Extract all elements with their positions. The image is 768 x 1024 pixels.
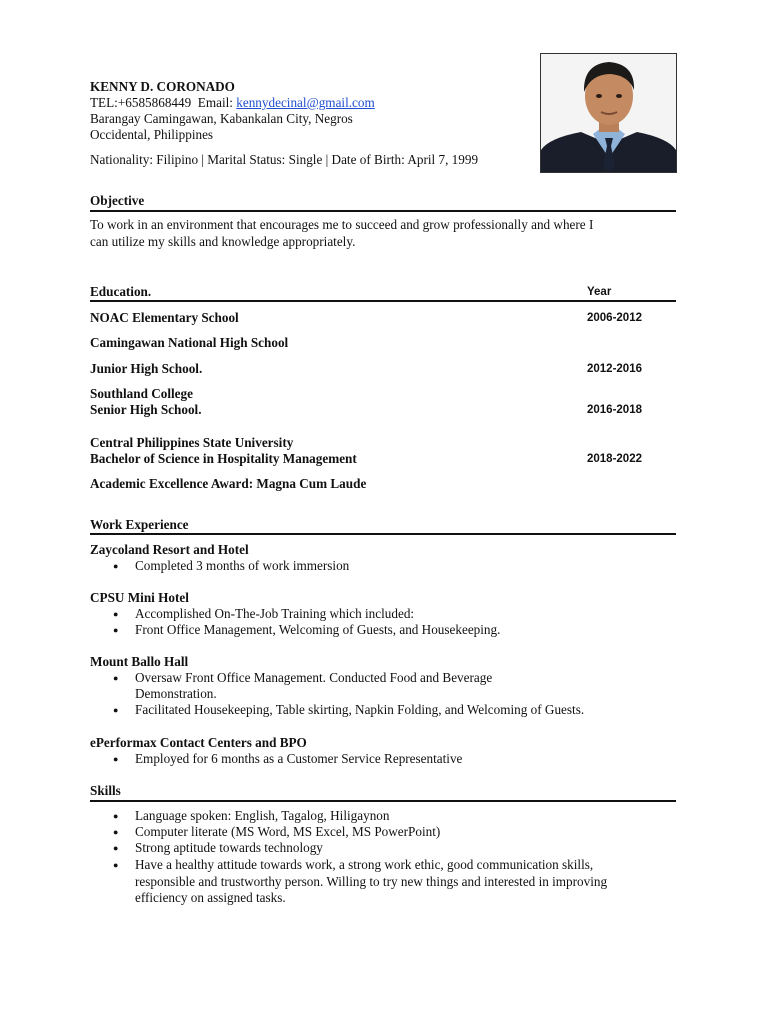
bullet-icon: ●	[113, 843, 119, 853]
address-line-2: Occidental, Philippines	[90, 127, 214, 142]
level-senior-high: Senior High School.	[90, 402, 202, 417]
job-bullet: Front Office Management, Welcoming of Guests, and Housekeeping.	[135, 622, 501, 637]
bullet-icon: ●	[113, 561, 119, 571]
job-bullet: Employed for 6 months as a Customer Service Representative	[135, 751, 463, 766]
year-header: Year	[587, 286, 612, 298]
skills-title: Skills	[90, 783, 121, 798]
degree: Bachelor of Science in Hospitality Management	[90, 451, 357, 466]
year-degree: 2018-2022	[587, 453, 642, 465]
bullet-icon: ●	[113, 754, 119, 764]
phone-text: TEL:+6585868449 Email:	[90, 95, 237, 110]
school-southland: Southland College	[90, 386, 193, 401]
person-portrait-icon	[541, 54, 676, 172]
year-junior-high: 2012-2016	[587, 363, 642, 375]
job-company: Zaycoland Resort and Hotel	[90, 542, 249, 557]
bullet-icon: ●	[113, 811, 119, 821]
skill-item: Language spoken: English, Tagalog, Hiligaynon	[135, 808, 390, 823]
resume-name: KENNY D. CORONADO	[90, 79, 235, 94]
education-title: Education.	[90, 284, 152, 299]
skill-item: Strong aptitude towards technology	[135, 840, 323, 855]
email-link[interactable]: kennydecinal@gmail.com	[236, 95, 375, 110]
job-company: CPSU Mini Hotel	[90, 590, 189, 605]
year-elementary: 2006-2012	[587, 312, 642, 324]
school-university: Central Philippines State University	[90, 435, 294, 450]
skill-item: Computer literate (MS Word, MS Excel, MS PowerPoint)	[135, 824, 441, 839]
skill-item-continued: efficiency on assigned tasks.	[135, 890, 286, 905]
job-bullet: Facilitated Housekeeping, Table skirting, Napkin Folding, and Welcoming of Guests.	[135, 702, 585, 717]
school-highschool: Camingawan National High School	[90, 335, 289, 350]
level-junior-high: Junior High School.	[90, 361, 203, 376]
work-divider	[90, 533, 676, 535]
job-bullet: Completed 3 months of work immersion	[135, 558, 350, 573]
contact-line	[90, 95, 375, 111]
profile-photo	[540, 53, 677, 173]
bullet-icon: ●	[113, 625, 119, 635]
objective-text-2: can utilize my skills and knowledge appropriately.	[90, 234, 356, 249]
job-company: ePerformax Contact Centers and BPO	[90, 735, 307, 750]
objective-divider	[90, 210, 676, 212]
bullet-icon: ●	[113, 673, 119, 683]
year-senior-high: 2016-2018	[587, 404, 642, 416]
job-company: Mount Ballo Hall	[90, 654, 189, 669]
bullet-icon: ●	[113, 609, 119, 619]
objective-title: Objective	[90, 193, 145, 208]
job-bullet-continued: Demonstration.	[135, 686, 217, 701]
address-line-1: Barangay Camingawan, Kabankalan City, Negros	[90, 111, 353, 126]
skill-item-continued: responsible and trustworthy person. Willing to try new things and interested in improving	[135, 874, 608, 889]
education-divider	[90, 300, 676, 302]
objective-text-1: To work in an environment that encourages me to succeed and grow professionally and where I	[90, 217, 594, 232]
personal-info: Nationality: Filipino | Marital Status: Single | Date of Birth: April 7, 1999	[90, 152, 479, 167]
job-bullet: Accomplished On-The-Job Training which included:	[135, 606, 415, 621]
school-elementary: NOAC Elementary School	[90, 310, 239, 325]
bullet-icon: ●	[113, 705, 119, 715]
award: Academic Excellence Award: Magna Cum Laude	[90, 476, 367, 491]
job-bullet: Oversaw Front Office Management. Conducted Food and Beverage	[135, 670, 493, 685]
bullet-icon: ●	[113, 827, 119, 837]
bullet-icon: ●	[113, 860, 119, 870]
work-title: Work Experience	[90, 517, 189, 532]
skills-divider	[90, 800, 676, 802]
skill-item: Have a healthy attitude towards work, a strong work ethic, good communication skills,	[135, 857, 594, 872]
